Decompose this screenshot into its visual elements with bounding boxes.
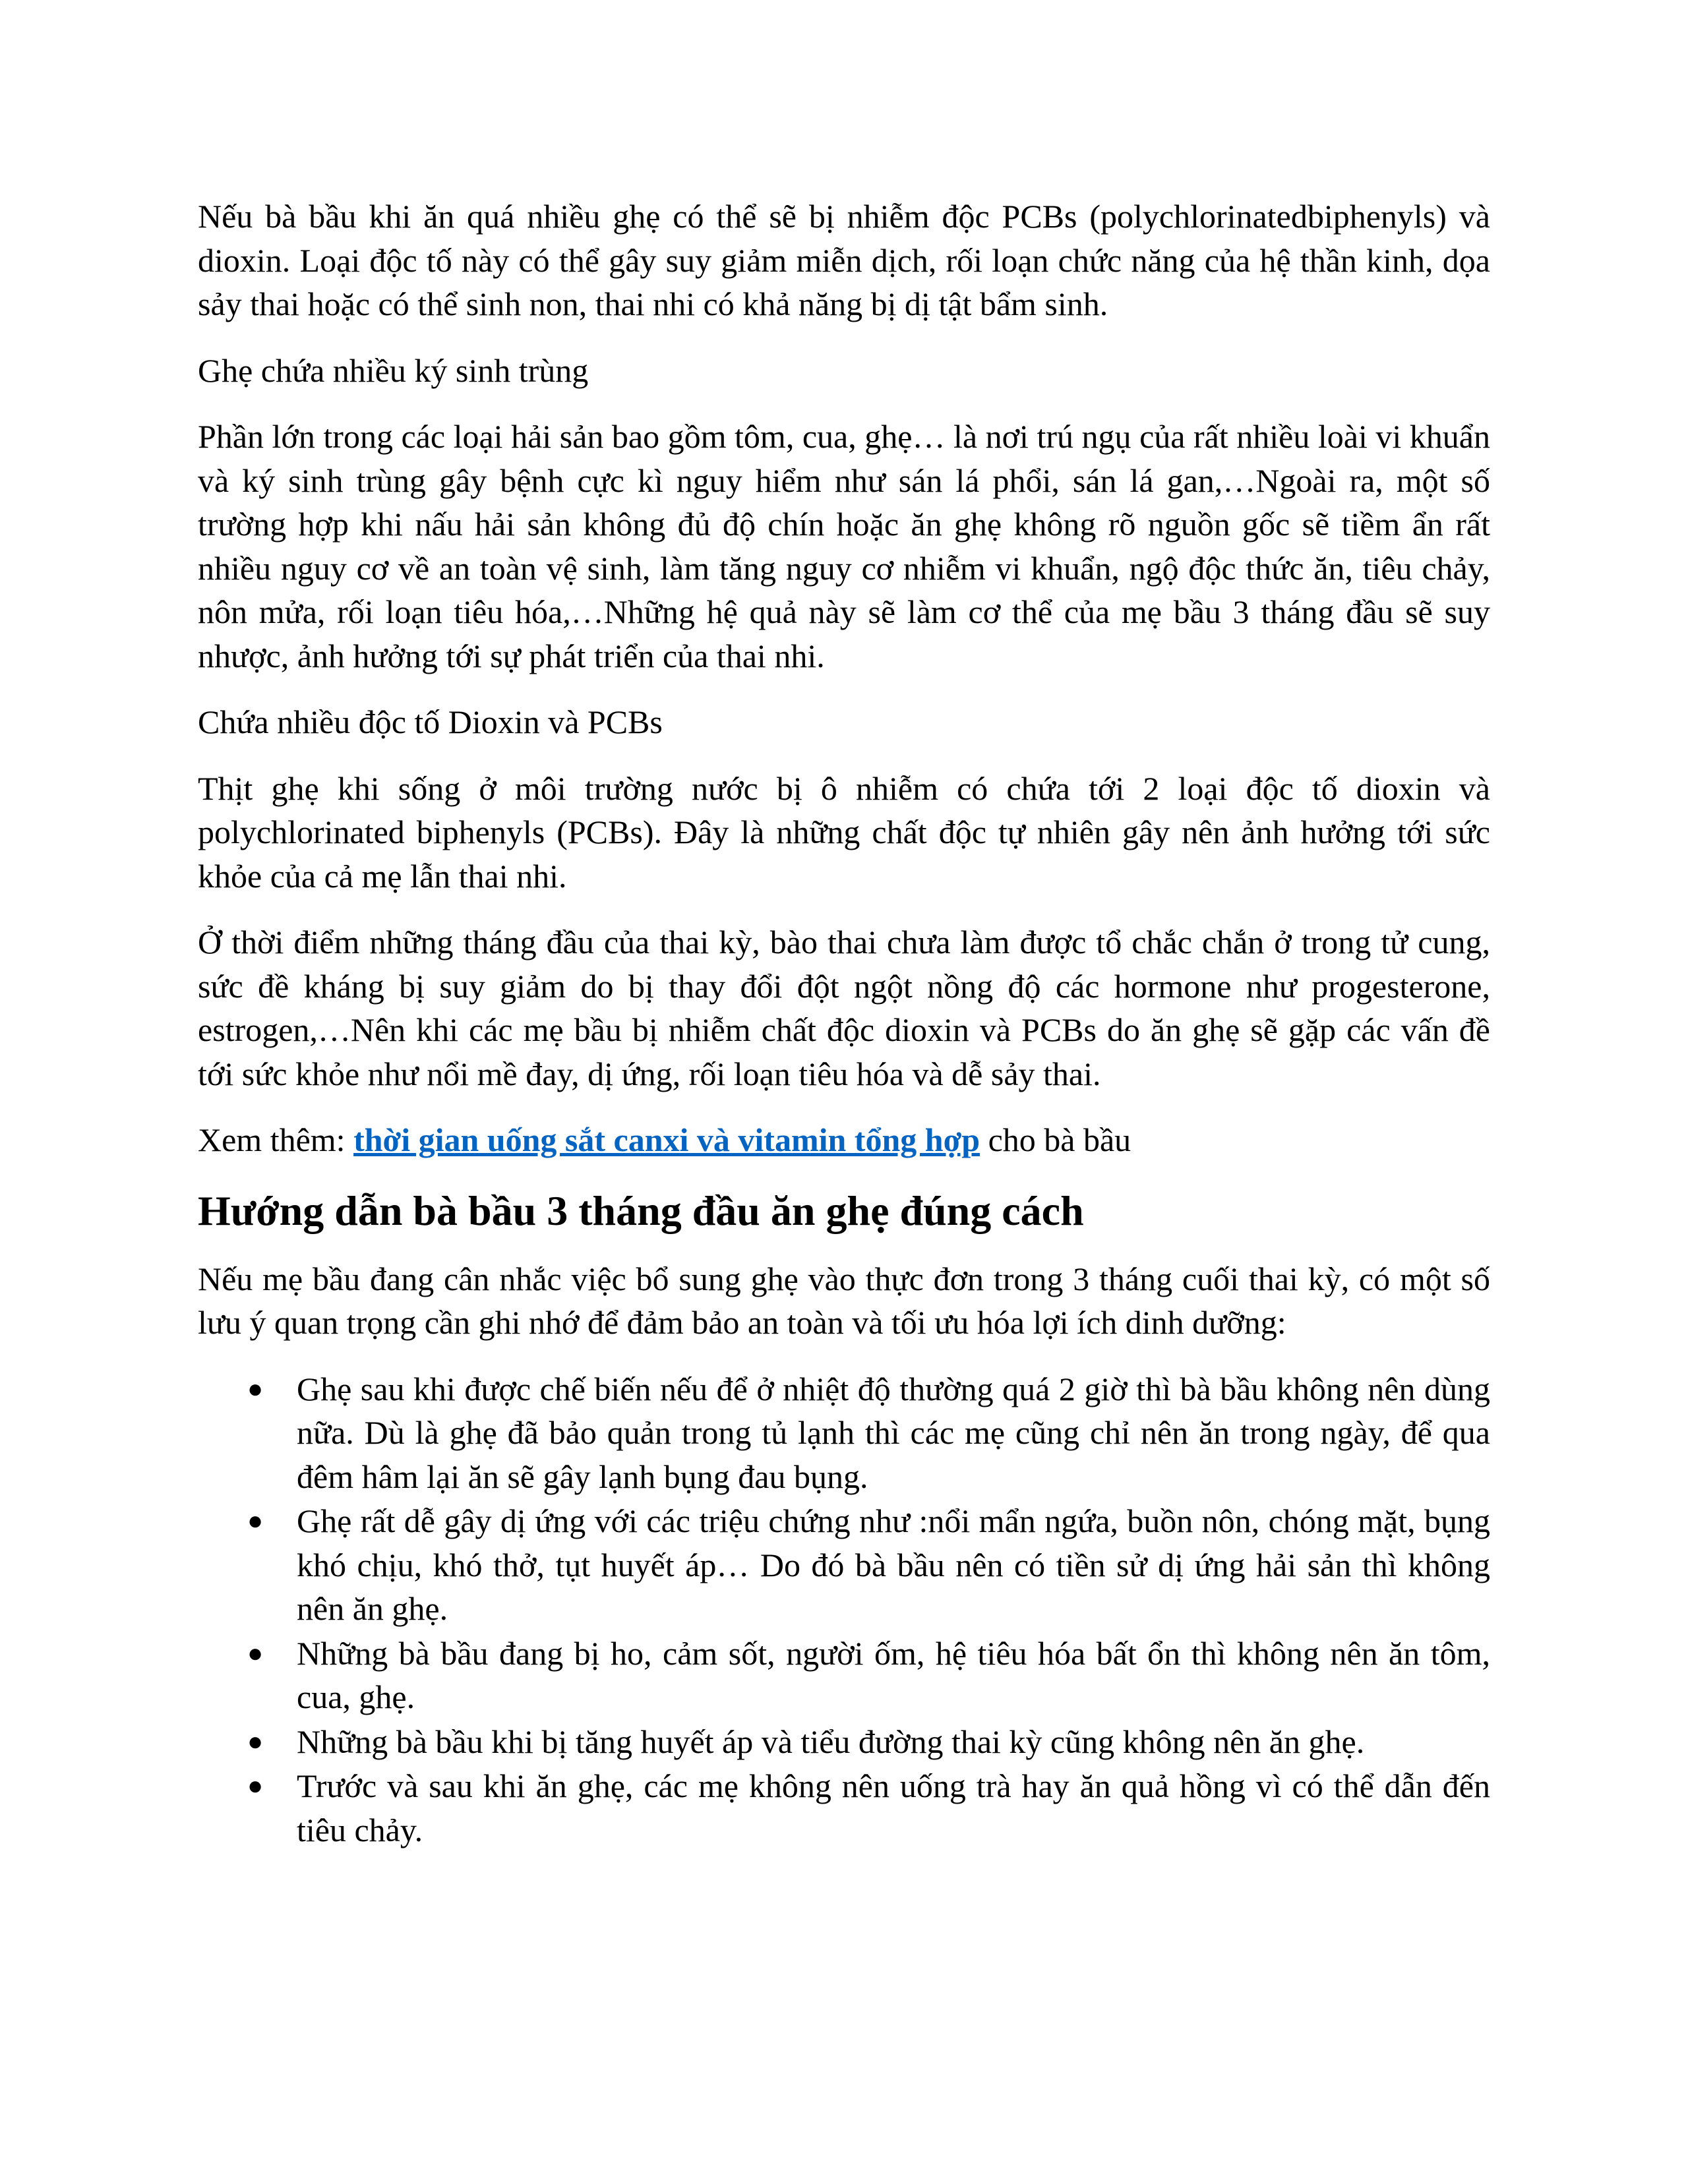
bullet-icon: ● — [247, 1506, 264, 1535]
list-item — [247, 1367, 1490, 1499]
bullet-icon: ● — [247, 1771, 264, 1800]
list-item-text: Ghẹ rất dễ gây dị ứng với các triệu chứng như :nổi mẩn ngứa, buồn nôn, chóng mặt, bụng khó chịu, khó thở, tụt huyết áp… Do đó bà bầu nên có tiền sử dị ứng hải sản thì không nên ăn ghẹ. — [297, 1502, 1490, 1627]
list-item — [247, 1632, 1490, 1719]
bullet-icon: ● — [247, 1726, 264, 1756]
see-also-line — [198, 1118, 1490, 1162]
list-item-text: Trước và sau khi ăn ghẹ, các mẹ không nên uống trà hay ăn quả hồng vì có thể dẫn đến tiêu chảy. — [297, 1767, 1490, 1848]
see-also-link[interactable]: thời gian uống sắt canxi và vitamin tổng hợp — [353, 1121, 980, 1158]
paragraph-parasites: Phần lớn trong các loại hải sản bao gồm tôm, cua, ghẹ… là nơi trú ngụ của rất nhiều loài vi khuẩn và ký sinh trùng gây bệnh cực kì nguy hiểm như sán lá phổi, sán lá gan,…Ngoài ra, một số trường hợp khi nấu hải sản không đủ độ chín hoặc ăn ghẹ không rõ nguồn gốc sẽ tiềm ẩn rất nhiều nguy cơ về an toàn vệ sinh, làm tăng nguy cơ nhiễm vi khuẩn, ngộ độc thức ăn, tiêu chảy, nôn mửa, rối loạn tiêu hóa,…Những hệ quả này sẽ làm cơ thể của mẹ bầu 3 tháng đầu sẽ suy nhược, ảnh hưởng tới sự phát triển của thai nhi. — [198, 418, 1490, 674]
guidelines-list — [198, 1367, 1490, 1852]
list-item — [247, 1764, 1490, 1852]
intro-paragraph: Nếu mẹ bầu đang cân nhắc việc bổ sung ghẹ vào thực đơn trong 3 tháng cuối thai kỳ, có một số lưu ý quan trọng cần ghi nhớ để đảm bảo an toàn và tối ưu hóa lợi ích dinh dưỡng: — [198, 1260, 1490, 1341]
see-also-suffix: cho bà bầu — [980, 1121, 1131, 1158]
subheading-dioxin: Chứa nhiều độc tố Dioxin và PCBs — [198, 703, 663, 740]
list-item-text: Ghẹ sau khi được chế biến nếu để ở nhiệt độ thường quá 2 giờ thì bà bầu không nên dùng nữa. Dù là ghẹ đã bảo quản trong tủ lạnh thì các mẹ cũng chỉ nên ăn trong ngày, để qua đêm hâm lại ăn sẽ gây lạnh bụng đau bụng. — [297, 1370, 1490, 1495]
document-page — [198, 194, 1490, 1852]
paragraph-early-pregnancy: Ở thời điểm những tháng đầu của thai kỳ, bào thai chưa làm được tổ chắc chắn ở trong tử cung, sức đề kháng bị suy giảm do bị thay đổi đột ngột nồng độ các hormone như progesterone, estrogen,…Nên khi các mẹ bầu bị nhiễm chất độc dioxin và PCBs do ăn ghẹ sẽ gặp các vấn đề tới sức khỏe như nổi mề đay, dị ứng, rối loạn tiêu hóa và dễ sảy thai. — [198, 924, 1490, 1092]
paragraph-dioxin: Thịt ghẹ khi sống ở môi trường nước bị ô nhiễm có chứa tới 2 loại độc tố dioxin và polychlorinated biphenyls (PCBs). Đây là những chất độc tự nhiên gây nên ảnh hưởng tới sức khỏe của cả mẹ lẫn thai nhi. — [198, 769, 1490, 895]
bullet-icon: ● — [247, 1638, 264, 1668]
bullet-icon: ● — [247, 1373, 264, 1403]
see-also-prefix: Xem thêm: — [198, 1121, 354, 1158]
subheading-parasites: Ghẹ chứa nhiều ký sinh trùng — [198, 351, 589, 389]
list-item — [247, 1720, 1490, 1764]
list-item-text: Những bà bầu khi bị tăng huyết áp và tiểu đường thai kỳ cũng không nên ăn ghẹ. — [297, 1723, 1365, 1760]
list-item-text: Những bà bầu đang bị ho, cảm sốt, người ốm, hệ tiêu hóa bất ổn thì không nên ăn tôm, cua, ghẹ. — [297, 1634, 1490, 1715]
section-heading: Hướng dẫn bà bầu 3 tháng đầu ăn ghẹ đúng cách — [198, 1187, 1084, 1234]
list-item — [247, 1499, 1490, 1631]
paragraph-pcbs-risk: Nếu bà bầu khi ăn quá nhiều ghẹ có thể sẽ bị nhiễm độc PCBs (polychlorinatedbiphenyls) và dioxin. Loại độc tố này có thể gây suy giảm miễn dịch, rối loạn chức năng của hệ thần kinh, dọa sảy thai hoặc có thể sinh non, thai nhi có khả năng bị dị tật bẩm sinh. — [198, 198, 1490, 322]
